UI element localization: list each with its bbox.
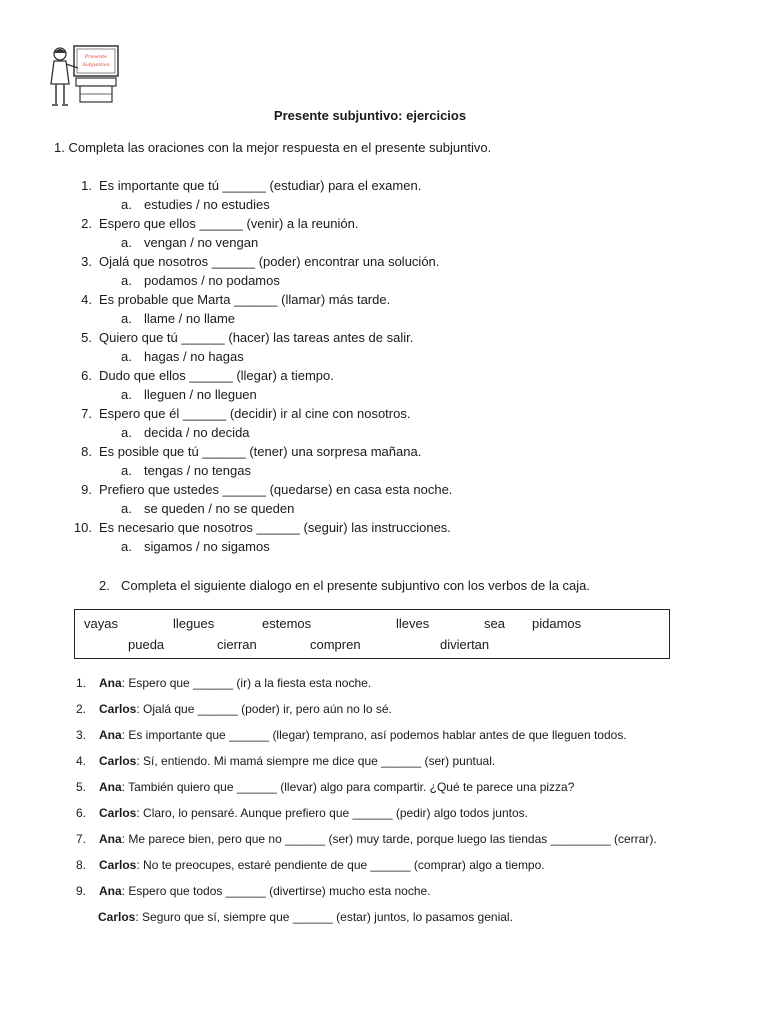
item-sentence: Espero que ellos ______ (venir) a la reunión.: [99, 216, 359, 231]
verb-word: estemos: [262, 616, 312, 631]
teacher-at-board-icon: [48, 44, 122, 108]
item-options: podamos / no podamos: [144, 273, 280, 288]
item-sentence: Es probable que Marta ______ (llamar) más tarde.: [99, 292, 391, 307]
line-number: 4.: [76, 754, 87, 768]
option-letter: a.: [121, 349, 132, 364]
option-letter: a.: [121, 273, 132, 288]
line-number: 6.: [76, 806, 87, 820]
item-options: vengan / no vengan: [144, 235, 259, 250]
line-text: : Me parece bien, pero que no ______ (ser) muy tarde, porque luego las tiendas _________ (cerrar).: [121, 832, 657, 846]
verb-word: pueda: [128, 637, 165, 652]
svg-text:Subjuntivo: Subjuntivo: [82, 62, 110, 68]
speaker-name: Ana: [99, 780, 122, 794]
item-sentence: Prefiero que ustedes ______ (quedarse) en casa esta noche.: [99, 482, 453, 497]
speaker-name: Carlos: [99, 806, 137, 820]
speaker-name: Carlos: [98, 910, 136, 924]
option-letter: a.: [121, 387, 132, 402]
item-options: tengas / no tengas: [144, 463, 251, 478]
item-number: 10.: [73, 520, 92, 535]
line-number: 5.: [76, 780, 87, 794]
line-number: 3.: [76, 728, 87, 742]
line-number: 8.: [76, 858, 87, 872]
item-number: 9.: [81, 482, 92, 497]
verb-word: compren: [310, 637, 361, 652]
speaker-name: Ana: [99, 728, 122, 742]
line-text: : Sí, entiendo. Mi mamá siempre me dice que ______ (ser) puntual.: [136, 754, 496, 768]
verb-box: [74, 609, 670, 659]
item-sentence: Es posible que tú ______ (tener) una sorpresa mañana.: [99, 444, 422, 459]
item-options: sigamos / no sigamos: [144, 539, 270, 554]
option-letter: a.: [121, 463, 132, 478]
item-options: llame / no llame: [144, 311, 236, 326]
speaker-name: Carlos: [99, 702, 137, 716]
item-sentence: Es necesario que nosotros ______ (seguir) las instrucciones.: [99, 520, 451, 535]
line-text: : Es importante que ______ (llegar) temprano, así podemos hablar antes de que lleguen todos.: [121, 728, 627, 742]
svg-text:Presente: Presente: [84, 54, 108, 60]
item-number: 3.: [81, 254, 92, 269]
verb-word: llegues: [173, 616, 215, 631]
verb-word: vayas: [84, 616, 118, 631]
item-options: hagas / no hagas: [144, 349, 244, 364]
verb-word: diviertan: [440, 637, 490, 652]
item-number: 6.: [81, 368, 92, 383]
item-options: lleguen / no lleguen: [144, 387, 257, 402]
item-number: 4.: [81, 292, 92, 307]
item-options: decida / no decida: [144, 425, 250, 440]
item-sentence: Espero que él ______ (decidir) ir al cine con nosotros.: [99, 406, 411, 421]
line-text: : Ojalá que ______ (poder) ir, pero aún no lo sé.: [136, 702, 392, 716]
item-sentence: Dudo que ellos ______ (llegar) a tiempo.: [99, 368, 334, 383]
option-letter: a.: [121, 425, 132, 440]
option-letter: a.: [121, 197, 132, 212]
line-text: : Espero que todos ______ (divertirse) mucho esta noche.: [121, 884, 431, 898]
section1-heading: 1. Completa las oraciones con la mejor respuesta en el presente subjuntivo.: [54, 140, 492, 155]
section2-number: 2.: [99, 578, 110, 593]
line-text: : Seguro que sí, siempre que ______ (estar) juntos, lo pasamos genial.: [135, 910, 513, 924]
teacher-logo: [48, 44, 122, 108]
line-text: : No te preocupes, estaré pendiente de que ______ (comprar) algo a tiempo.: [136, 858, 545, 872]
verb-word: lleves: [396, 616, 430, 631]
line-number: 7.: [76, 832, 87, 846]
line-text: : Espero que ______ (ir) a la fiesta esta noche.: [121, 676, 372, 690]
option-letter: a.: [121, 539, 132, 554]
speaker-name: Carlos: [99, 858, 137, 872]
verb-word: pidamos: [532, 616, 582, 631]
line-number: 2.: [76, 702, 87, 716]
option-letter: a.: [121, 311, 132, 326]
item-number: 7.: [81, 406, 92, 421]
item-number: 8.: [81, 444, 92, 459]
speaker-name: Ana: [99, 884, 122, 898]
line-text: : Claro, lo pensaré. Aunque prefiero que ______ (pedir) algo todos juntos.: [136, 806, 528, 820]
item-number: 1.: [81, 178, 92, 193]
line-text: : También quiero que ______ (llevar) algo para compartir. ¿Qué te parece una pizza?: [121, 780, 575, 794]
item-options: estudies / no estudies: [144, 197, 270, 212]
item-number: 5.: [81, 330, 92, 345]
option-letter: a.: [121, 235, 132, 250]
item-sentence: Ojalá que nosotros ______ (poder) encontrar una solución.: [99, 254, 440, 269]
item-sentence: Es importante que tú ______ (estudiar) para el examen.: [99, 178, 422, 193]
line-number: 9.: [76, 884, 87, 898]
speaker-name: Ana: [99, 676, 122, 690]
item-sentence: Quiero que tú ______ (hacer) las tareas antes de salir.: [99, 330, 414, 345]
option-letter: a.: [121, 501, 132, 516]
speaker-name: Ana: [99, 832, 122, 846]
speaker-name: Carlos: [99, 754, 137, 768]
item-number: 2.: [81, 216, 92, 231]
section2-instructions: Completa el siguiente dialogo en el presente subjuntivo con los verbos de la caja.: [121, 578, 591, 593]
line-number: 1.: [76, 676, 87, 690]
verb-word: sea: [484, 616, 505, 631]
item-options: se queden / no se queden: [144, 501, 295, 516]
page-title: Presente subjuntivo: ejercicios: [273, 108, 467, 123]
verb-word: cierran: [217, 637, 257, 652]
